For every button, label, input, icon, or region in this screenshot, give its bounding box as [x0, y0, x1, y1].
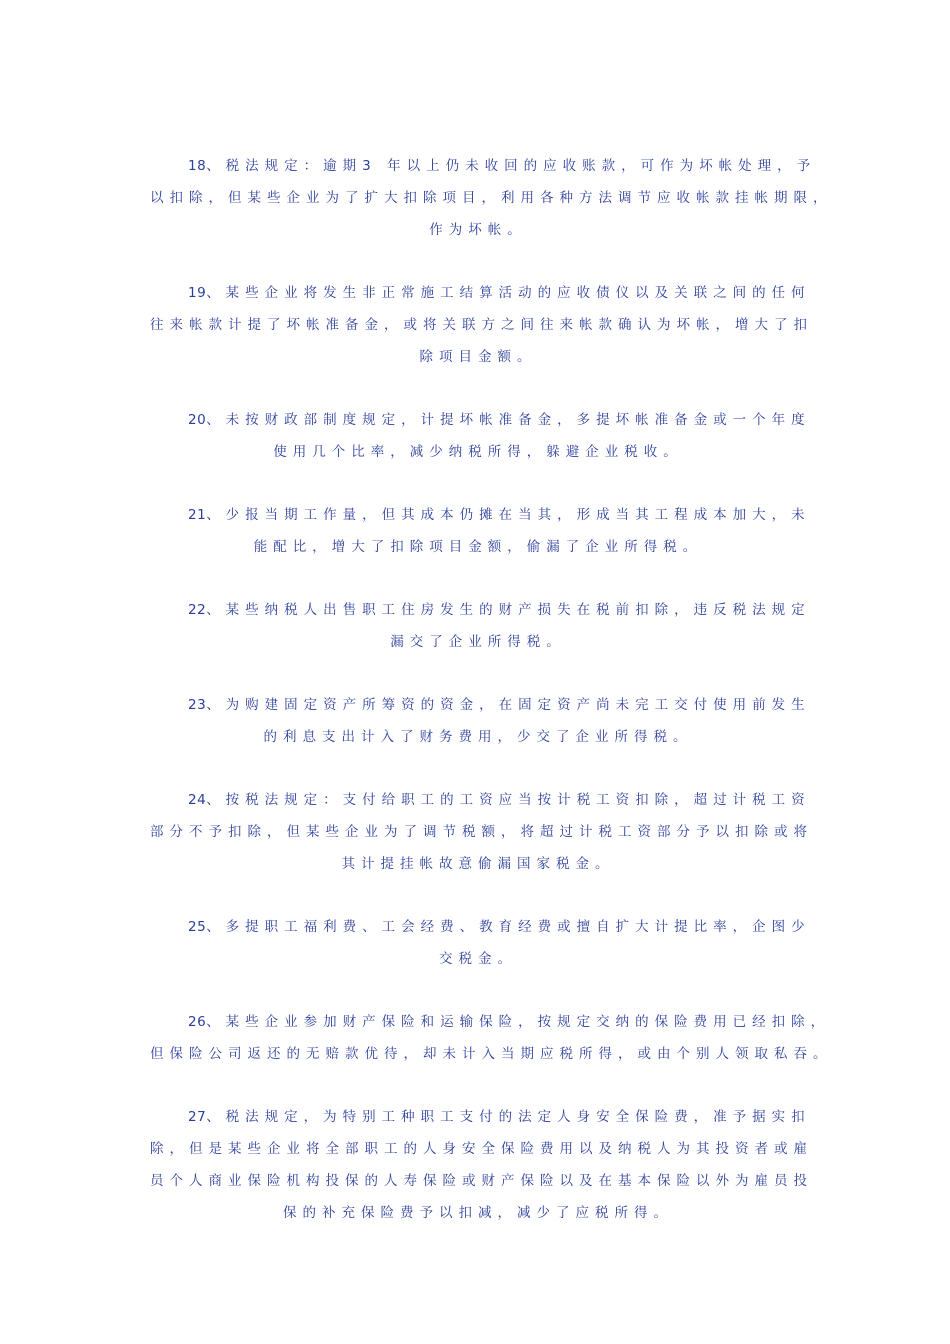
- item-text: 、某些企业参加财产保险和运输保险，按规定交纳的保险费用已经扣除，: [206, 1014, 831, 1030]
- item-first-line: [150, 784, 811, 816]
- list-item: [150, 150, 833, 246]
- list-item: [150, 594, 811, 658]
- item-text: 、按税法规定：支付给职工的工资应当按计税工资扣除，超过计税工资: [206, 792, 811, 808]
- item-number: 23: [188, 697, 207, 713]
- item-number: 21: [188, 507, 207, 523]
- item-line: 漏交了企业所得税。: [390, 634, 566, 650]
- item-text: 、税法规定：逾期3 年以上仍未收回的应收账款，可作为坏帐处理，予: [206, 158, 817, 174]
- list-item: [150, 784, 813, 880]
- item-number: 19: [188, 285, 207, 301]
- item-text: 、为购建固定资产所筹资的资金，在固定资产尚未完工交付使用前发生: [206, 697, 811, 713]
- item-line: 其计提挂帐故意偷漏国家税金。: [341, 856, 615, 872]
- item-first-line: [150, 499, 811, 531]
- list-item: [150, 404, 811, 468]
- item-number: 24: [188, 792, 207, 808]
- item-line: 能配比，增大了扣除项目金额，偷漏了企业所得税。: [253, 539, 703, 555]
- item-first-line: [150, 594, 811, 626]
- item-line: 员个人商业保险机构投保的人寿保险或财产保险以及在基本保险以外为雇员投: [150, 1173, 813, 1189]
- item-line: 保的补充保险费予以扣减，减少了应税所得。: [283, 1205, 673, 1221]
- list-item: [150, 1101, 813, 1229]
- item-number: 27: [188, 1109, 207, 1125]
- item-number: 26: [188, 1014, 207, 1030]
- item-first-line: [150, 404, 811, 436]
- item-first-line: [150, 689, 811, 721]
- item-text: 、未按财政部制度规定，计提坏帐准备金，多提坏帐准备金或一个年度: [206, 412, 811, 428]
- item-line: 部分不予扣除，但某些企业为了调节税额，将超过计税工资部分予以扣除或将: [150, 824, 813, 840]
- item-text: 、税法规定，为特别工种职工支付的法定人身安全保险费，准予据实扣: [206, 1109, 811, 1125]
- item-first-line: [150, 911, 811, 943]
- item-text: 、某些纳税人出售职工住房发生的财产损失在税前扣除，违反税法规定: [206, 602, 811, 618]
- item-text: 、少报当期工作量，但其成本仍摊在当其，形成当其工程成本加大，未: [206, 507, 811, 523]
- list-item: [150, 499, 811, 563]
- item-line: 除项目金额。: [419, 349, 537, 365]
- item-line: 但保险公司返还的无赔款优待，却未计入当期应税所得，或由个别人领取私吞。: [150, 1046, 833, 1062]
- item-number: 20: [188, 412, 207, 428]
- item-number: 18: [188, 158, 207, 174]
- item-first-line: [150, 1006, 831, 1038]
- item-first-line: [150, 1101, 811, 1133]
- item-line: 的利息支出计入了财务费用，少交了企业所得税。: [263, 729, 693, 745]
- item-line: 交税金。: [439, 951, 517, 967]
- list-item: [150, 911, 811, 975]
- list-item: [150, 689, 811, 753]
- item-text: 、某些企业将发生非正常施工结算活动的应收债仪以及关联之间的任何: [206, 285, 811, 301]
- item-number: 25: [188, 919, 207, 935]
- item-number: 22: [188, 602, 207, 618]
- item-first-line: [150, 277, 811, 309]
- list-item: [150, 277, 813, 373]
- list-item: [150, 1006, 833, 1070]
- item-line: 除，但是某些企业将全部职工的人身安全保险费用以及纳税人为其投资者或雇: [150, 1141, 813, 1157]
- item-line: 作为坏帐。: [429, 222, 527, 238]
- item-text: 、多提职工福利费、工会经费、教育经费或擅自扩大计提比率，企图少: [206, 919, 811, 935]
- item-line: 使用几个比率，减少纳税所得，躲避企业税收。: [273, 444, 683, 460]
- item-line: 往来帐款计提了坏帐准备金，或将关联方之间往来帐款确认为坏帐，增大了扣: [150, 317, 813, 333]
- item-line: 以扣除，但某些企业为了扩大扣除项目，利用各种方法调节应收帐款挂帐期限，: [150, 190, 833, 206]
- item-first-line: [150, 150, 817, 182]
- document-body: [150, 150, 833, 1260]
